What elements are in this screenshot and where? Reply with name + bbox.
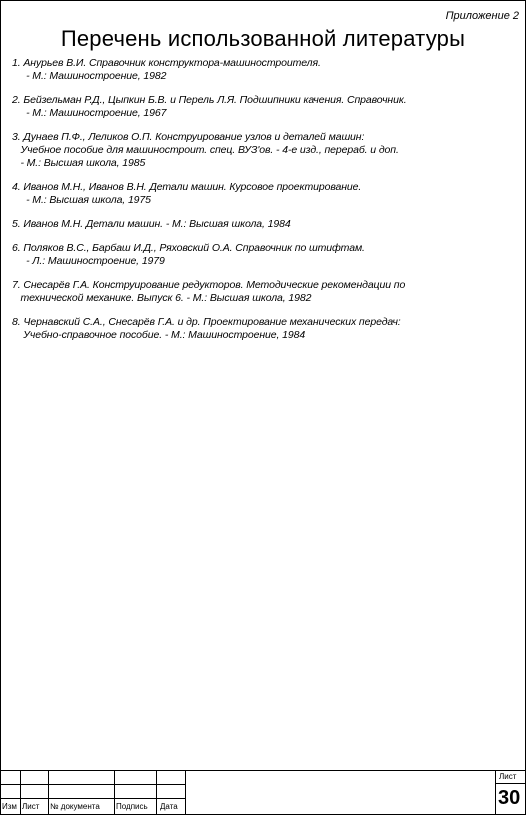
title-block-top-border <box>0 770 526 771</box>
appendix-label: Приложение 2 <box>445 10 519 22</box>
title-block-row-line <box>0 798 185 799</box>
title-block-col-line <box>20 770 21 815</box>
title-block-row-line <box>0 784 185 785</box>
reference-item-7: 7. Снесарёв Г.А. Конструирование редукторов. Методические рекомендации по технической механике. Выпуск 6. - М.: Высшая школа, 1982 <box>12 279 406 304</box>
reference-item-8: 8. Чернавский С.А., Снесарёв Г.А. и др. Проектирование механических передач: Учебно-справочное пособие. - М.: Машиностроение, 1984 <box>12 316 401 341</box>
title-block-col-line <box>156 770 157 815</box>
title-block-col-line <box>114 770 115 815</box>
column-signature: Подпись <box>116 802 148 811</box>
column-date: Дата <box>160 802 178 811</box>
reference-item-5: 5. Иванов М.Н. Детали машин. - М.: Высшая школа, 1984 <box>12 218 291 230</box>
column-document-number: № документа <box>50 802 100 811</box>
title-block-col-line <box>48 770 49 815</box>
title-block-col-line <box>185 770 186 815</box>
page-title: Перечень использованной литературы <box>60 26 466 51</box>
sheet-cell-divider <box>495 783 526 784</box>
title-block <box>0 770 526 815</box>
column-list: Лист <box>22 802 40 811</box>
reference-item-1: 1. Анурьев В.И. Справочник конструктора-машиностроителя. - М.: Машиностроение, 1982 <box>12 57 321 82</box>
reference-list <box>12 57 517 353</box>
reference-item-2: 2. Бейзельман Р.Д., Цыпкин Б.В. и Перель Л.Я. Подшипники качения. Справочник. - М.: Машиностроение, 1967 <box>12 94 407 119</box>
sheet-label: Лист <box>499 772 517 781</box>
sheet-number: 30 <box>498 787 521 809</box>
title-block-col-line <box>495 770 496 815</box>
reference-item-3: 3. Дунаев П.Ф., Леликов О.П. Конструирование узлов и деталей машин: Учебное пособие для машиностроит. спец. ВУЗ'ов. - 4-е изд., перераб. и доп. - М.: Высшая школа, 1985 <box>12 131 399 169</box>
column-izm: Изм <box>2 802 17 811</box>
reference-item-4: 4. Иванов М.Н., Иванов В.Н. Детали машин. Курсовое проектирование. - М.: Высшая школа, 1975 <box>12 181 362 206</box>
reference-item-6: 6. Поляков В.С., Барбаш И.Д., Ряховский О.А. Справочник по штифтам. - Л.: Машиностроение, 1979 <box>12 242 365 267</box>
